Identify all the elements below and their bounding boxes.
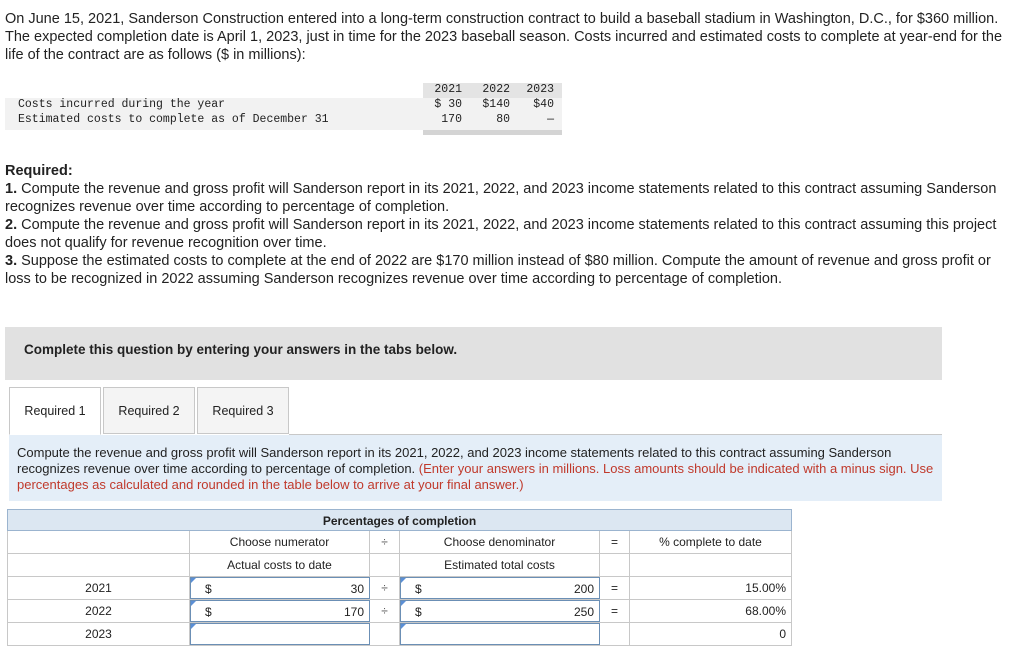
value-cell: 80 — [496, 113, 510, 126]
value-cell: — — [547, 113, 554, 126]
required-item-1: 1. Compute the revenue and gross profit will Sanderson report in its 2021, 2022, and 2023 income statements related to this contract assuming Sanderson recognizes revenue over time according to percentage of completion. — [5, 181, 997, 215]
problem-intro: On June 15, 2021, Sanderson Construction entered into a long-term construction contract to build a baseball stadium in Washington, D.C., for $360 million. The expected completion date is April 1, 2023, just in time for the 2023 baseball season. Costs incurred and estimated costs to complete at year-end for the life of the contract are as follows ($ in millions): — [5, 11, 1003, 63]
pct-complete-header: % complete to date — [630, 531, 792, 554]
denominator-input[interactable]: $ 250 — [400, 600, 600, 622]
table-title: Percentages of completion — [7, 509, 792, 531]
year-label: 2023 — [7, 623, 190, 646]
divide-symbol — [370, 623, 400, 646]
equals-symbol: = — [600, 600, 630, 623]
numerator-input[interactable]: $ 170 — [190, 600, 370, 622]
numerator-input[interactable]: $ 30 — [190, 577, 370, 599]
value-cell: $ 30 — [434, 98, 462, 111]
instruction-text: Complete this question by entering your answers in the tabs below. — [24, 342, 458, 357]
table-subheader-row — [7, 554, 792, 577]
numerator-input[interactable] — [190, 623, 370, 645]
tab-required-1[interactable]: Required 1 — [9, 387, 101, 435]
table-row — [7, 600, 792, 623]
year-2022-header: 2022 — [482, 83, 510, 96]
instruction-bar — [5, 327, 942, 380]
question-text: Compute the revenue and gross profit will Sanderson report in its 2021, 2022, and 2023 income statements related to this contract assuming Sanderson recognizes revenue over time according to percentage of completion. — [17, 445, 892, 476]
tab-required-3[interactable]: Required 3 — [197, 387, 289, 434]
equals-symbol: = — [600, 577, 630, 600]
divide-symbol: ÷ — [370, 531, 400, 554]
required-section — [5, 162, 1017, 288]
question-note: (Enter your answers in millions. Loss amounts should be indicated with a minus sign. Use percentages as calculated and rounded in the table below to arrive at your final answer.) — [17, 461, 934, 492]
costs-incurred-row — [5, 98, 562, 113]
estimated-costs-row — [5, 113, 562, 128]
required-heading: Required: — [5, 163, 73, 179]
denominator-input[interactable] — [400, 623, 600, 645]
year-label: 2022 — [7, 600, 190, 623]
value-cell: $140 — [482, 98, 510, 111]
equals-symbol — [600, 623, 630, 646]
equals-symbol: = — [600, 531, 630, 554]
table-header-row — [7, 531, 792, 554]
numerator-select[interactable]: Choose numerator — [190, 531, 370, 554]
denominator-input[interactable]: $ 200 — [400, 577, 600, 599]
required-item-2: 2. Compute the revenue and gross profit will Sanderson report in its 2021, 2022, and 2023 income statements related to this contract assuming this project does not qualify for revenue recognition over time. — [5, 217, 997, 251]
denominator-value[interactable]: Estimated total costs — [400, 554, 600, 577]
row-label: Costs incurred during the year — [18, 98, 226, 111]
pct-complete-value: 68.00% — [630, 600, 792, 623]
value-cell: $40 — [533, 98, 554, 111]
divide-symbol: ÷ — [370, 600, 400, 623]
pct-complete-value: 0 — [630, 623, 792, 646]
year-2021-header: 2021 — [434, 83, 462, 96]
divide-symbol: ÷ — [370, 577, 400, 600]
row-label: Estimated costs to complete as of December 31 — [18, 113, 329, 126]
costs-table-header — [5, 83, 562, 98]
denominator-select[interactable]: Choose denominator — [400, 531, 600, 554]
pct-complete-value: 15.00% — [630, 577, 792, 600]
year-2023-header: 2023 — [526, 83, 554, 96]
table-row — [7, 623, 792, 646]
table-row — [7, 577, 792, 600]
tab-required-2[interactable]: Required 2 — [103, 387, 195, 434]
value-cell: 170 — [441, 113, 462, 126]
question-panel — [9, 435, 942, 501]
required-item-3: 3. Suppose the estimated costs to complete at the end of 2022 are $170 million instead of $80 million. Compute the amount of revenue and gross profit or loss to be recognized in 2022 assuming Sanderson recognizes revenue over time according to percentage of completion. — [5, 253, 991, 287]
numerator-value[interactable]: Actual costs to date — [190, 554, 370, 577]
year-label: 2021 — [7, 577, 190, 600]
